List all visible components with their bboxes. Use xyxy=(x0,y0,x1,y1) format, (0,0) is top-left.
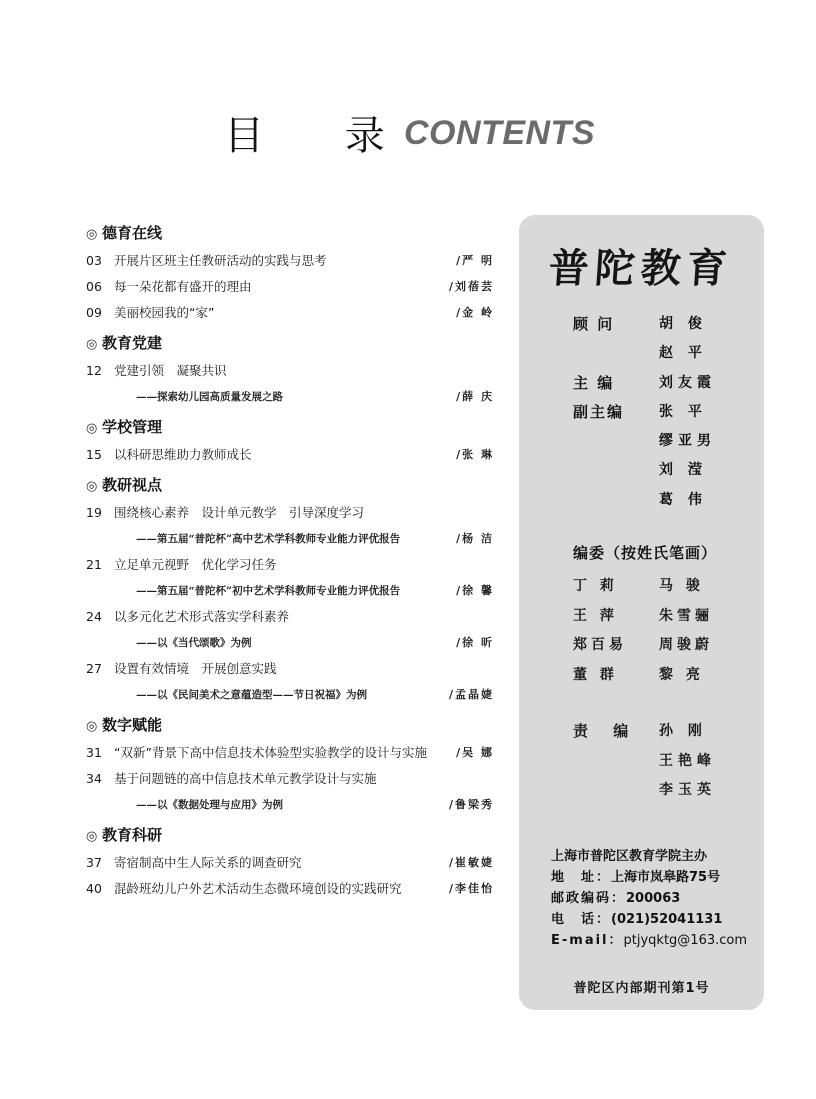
entry-author: /崔敏婕 xyxy=(448,856,494,869)
board-row xyxy=(573,661,763,691)
email-value[interactable]: ptjyqktg@163.com xyxy=(623,933,748,948)
entry-page-number: 19 xyxy=(86,505,102,520)
staff-name: 刘友霞 xyxy=(659,374,716,391)
entry-author: /李佳怡 xyxy=(448,882,494,895)
entry-author: /吴 娜 xyxy=(456,746,494,759)
entry-page-number: 03 xyxy=(86,253,102,268)
section-heading-text: 学校管理 xyxy=(102,418,163,436)
staff-role: 副主编 xyxy=(573,402,625,421)
board-member: 黎 亮 xyxy=(659,666,704,683)
staff-row xyxy=(573,486,753,515)
editorial-board-title: 编委（按姓氏笔画） xyxy=(573,544,718,562)
section-heading xyxy=(86,822,496,848)
title-english: CONTENTS xyxy=(404,114,595,152)
staff-row xyxy=(573,369,753,398)
toc-section xyxy=(86,414,496,468)
board-row xyxy=(573,572,763,602)
magazine-title: 普陀教育 xyxy=(547,245,735,292)
board-member: 董 群 xyxy=(573,666,618,683)
phone-line xyxy=(551,909,761,930)
entry-title: 混龄班幼儿户外艺术活动生态微环境创设的实践研究 xyxy=(114,881,402,896)
toc-entry[interactable] xyxy=(86,876,496,902)
title-chinese: 目 录 xyxy=(224,113,419,159)
section-bullet-icon: ◎ xyxy=(86,479,98,494)
toc-entry[interactable] xyxy=(86,300,496,326)
entry-subtitle-line xyxy=(86,384,496,410)
publisher-info xyxy=(551,846,761,951)
editor-name: 李玉英 xyxy=(659,782,716,798)
section-heading xyxy=(86,220,496,246)
entry-subtitle-line xyxy=(86,526,496,552)
staff-name: 张 平 xyxy=(659,403,707,420)
staff-list xyxy=(573,310,753,515)
section-bullet-icon: ◎ xyxy=(86,227,98,242)
entry-page-number: 15 xyxy=(86,447,102,462)
toc-entry[interactable] xyxy=(86,358,496,384)
entry-subtitle-line xyxy=(86,578,496,604)
postcode-label: 邮政编码： xyxy=(551,891,627,906)
board-member: 周骏蔚 xyxy=(659,637,713,653)
toc-entry[interactable] xyxy=(86,604,496,630)
table-of-contents xyxy=(86,218,496,906)
editor-row xyxy=(573,747,763,777)
entry-page-number: 27 xyxy=(86,661,102,676)
section-bullet-icon: ◎ xyxy=(86,337,98,352)
editor-name: 孙 刚 xyxy=(659,723,707,739)
sponsor-line: 上海市普陀区教育学院主办 xyxy=(551,849,708,864)
entry-subtitle: ——以《数据处理与应用》为例 xyxy=(136,799,283,811)
editor-name: 王艳峰 xyxy=(659,752,716,769)
entry-title: 以科研思维助力教师成长 xyxy=(114,447,252,462)
entry-subtitle-line xyxy=(86,630,496,656)
postcode-value: 200063 xyxy=(626,891,681,906)
board-row xyxy=(573,602,763,632)
toc-entry[interactable] xyxy=(86,656,496,682)
staff-row xyxy=(573,339,753,368)
board-member: 朱雪骊 xyxy=(659,607,713,624)
address-value: 上海市岚皋路75号 xyxy=(611,870,721,885)
masthead-panel xyxy=(519,215,764,1010)
page-header xyxy=(0,100,816,160)
board-member: 马 骏 xyxy=(659,578,704,594)
section-heading-text: 教育党建 xyxy=(102,334,163,352)
staff-row xyxy=(573,427,753,456)
entry-author: /薛 庆 xyxy=(456,390,494,403)
editor-row xyxy=(573,717,763,747)
staff-name: 胡 俊 xyxy=(659,316,707,332)
entry-subtitle: ——以《民间美术之意蕴造型——节日祝福》为例 xyxy=(136,689,367,701)
toc-section xyxy=(86,220,496,326)
toc-section xyxy=(86,822,496,902)
entry-author: /鲁梁秀 xyxy=(448,798,494,811)
editorial-board xyxy=(573,572,763,690)
toc-entry[interactable] xyxy=(86,442,496,468)
entry-page-number: 06 xyxy=(86,279,102,294)
toc-entry[interactable] xyxy=(86,274,496,300)
section-bullet-icon: ◎ xyxy=(86,829,98,844)
entry-page-number: 24 xyxy=(86,609,102,624)
section-heading xyxy=(86,414,496,440)
entry-page-number: 31 xyxy=(86,745,102,760)
entry-title: 立足单元视野 优化学习任务 xyxy=(114,557,277,572)
editor-role: 责 编 xyxy=(573,722,639,740)
entry-title: 每一朵花都有盛开的理由 xyxy=(114,279,252,294)
entry-title: 围绕核心素养 设计单元教学 引导深度学习 xyxy=(114,505,365,520)
entry-author: /金 岭 xyxy=(456,306,494,319)
staff-row xyxy=(573,310,753,339)
entry-author: /徐 昕 xyxy=(456,636,494,649)
toc-entry[interactable] xyxy=(86,552,496,578)
entry-title: 党建引领 凝聚共识 xyxy=(114,363,227,378)
entry-title: 美丽校园我的“家” xyxy=(114,305,215,320)
entry-page-number: 21 xyxy=(86,557,102,572)
entry-subtitle: ——探索幼儿园高质量发展之路 xyxy=(136,391,283,403)
section-heading-text: 教研视点 xyxy=(102,476,163,494)
address-label: 地 址： xyxy=(551,870,612,885)
section-heading-text: 教育科研 xyxy=(102,826,163,844)
postcode-line xyxy=(551,888,761,909)
staff-name: 赵 平 xyxy=(659,345,707,362)
toc-entry[interactable] xyxy=(86,248,496,274)
entry-title: 设置有效情境 开展创意实践 xyxy=(114,661,277,676)
toc-entry[interactable] xyxy=(86,740,496,766)
entry-author: /杨 洁 xyxy=(456,532,494,545)
entry-author: /徐 馨 xyxy=(456,584,494,597)
section-bullet-icon: ◎ xyxy=(86,719,98,734)
entry-subtitle: ——以《当代颂歌》为例 xyxy=(136,637,252,649)
section-bullet-icon: ◎ xyxy=(86,421,98,436)
toc-entry[interactable] xyxy=(86,500,496,526)
entry-subtitle: ——第五届“普陀杯”初中艺术学科教师专业能力评优报告 xyxy=(136,585,401,597)
staff-row xyxy=(573,456,753,485)
section-heading-text: 数字赋能 xyxy=(102,716,163,734)
staff-name: 缪亚男 xyxy=(659,433,716,450)
toc-section xyxy=(86,712,496,818)
toc-section xyxy=(86,330,496,410)
board-member: 王 萍 xyxy=(573,607,618,624)
entry-page-number: 12 xyxy=(86,363,102,378)
address-line xyxy=(551,867,761,888)
entry-subtitle-line xyxy=(86,682,496,708)
section-heading xyxy=(86,712,496,738)
board-member: 丁 莉 xyxy=(573,578,618,594)
phone-value: (021)52041131 xyxy=(611,912,723,927)
entry-page-number: 37 xyxy=(86,855,102,870)
entry-title: 寄宿制高中生人际关系的调查研究 xyxy=(114,855,302,870)
entry-page-number: 09 xyxy=(86,305,102,320)
toc-entry[interactable] xyxy=(86,766,496,792)
entry-author: /严 明 xyxy=(456,254,494,267)
staff-name: 葛 伟 xyxy=(659,491,707,508)
email-label: E-mail： xyxy=(551,933,624,948)
entry-page-number: 40 xyxy=(86,881,102,896)
board-row xyxy=(573,631,763,661)
entry-author: /张 琳 xyxy=(456,448,494,461)
entry-author: /刘蓓芸 xyxy=(448,280,494,293)
section-heading-text: 德育在线 xyxy=(102,224,163,242)
email-line xyxy=(551,930,761,951)
section-heading xyxy=(86,330,496,356)
staff-name: 刘 滢 xyxy=(659,462,707,479)
entry-title: “双新”背景下高中信息技术体验型实验教学的设计与实施 xyxy=(114,745,427,760)
phone-label: 电 话： xyxy=(551,912,612,927)
entry-title: 开展片区班主任教研活动的实践与思考 xyxy=(114,253,327,268)
entry-title: 以多元化艺术形式落实学科素养 xyxy=(114,609,290,624)
responsible-editors xyxy=(573,717,763,806)
board-member: 郑百易 xyxy=(573,637,627,653)
entry-subtitle: ——第五届“普陀杯”高中艺术学科教师专业能力评优报告 xyxy=(136,533,401,545)
entry-subtitle-line xyxy=(86,792,496,818)
internal-issue-number: 普陀区内部期刊第1号 xyxy=(573,981,710,996)
section-heading xyxy=(86,472,496,498)
staff-role: 顾 问 xyxy=(573,315,615,333)
entry-page-number: 34 xyxy=(86,771,102,786)
toc-section xyxy=(86,472,496,708)
editor-row xyxy=(573,776,763,806)
toc-entry[interactable] xyxy=(86,850,496,876)
staff-row xyxy=(573,398,753,427)
staff-role: 主 编 xyxy=(573,373,615,392)
entry-title: 基于问题链的高中信息技术单元教学设计与实施 xyxy=(114,771,377,786)
entry-author: /孟晶婕 xyxy=(448,688,494,701)
